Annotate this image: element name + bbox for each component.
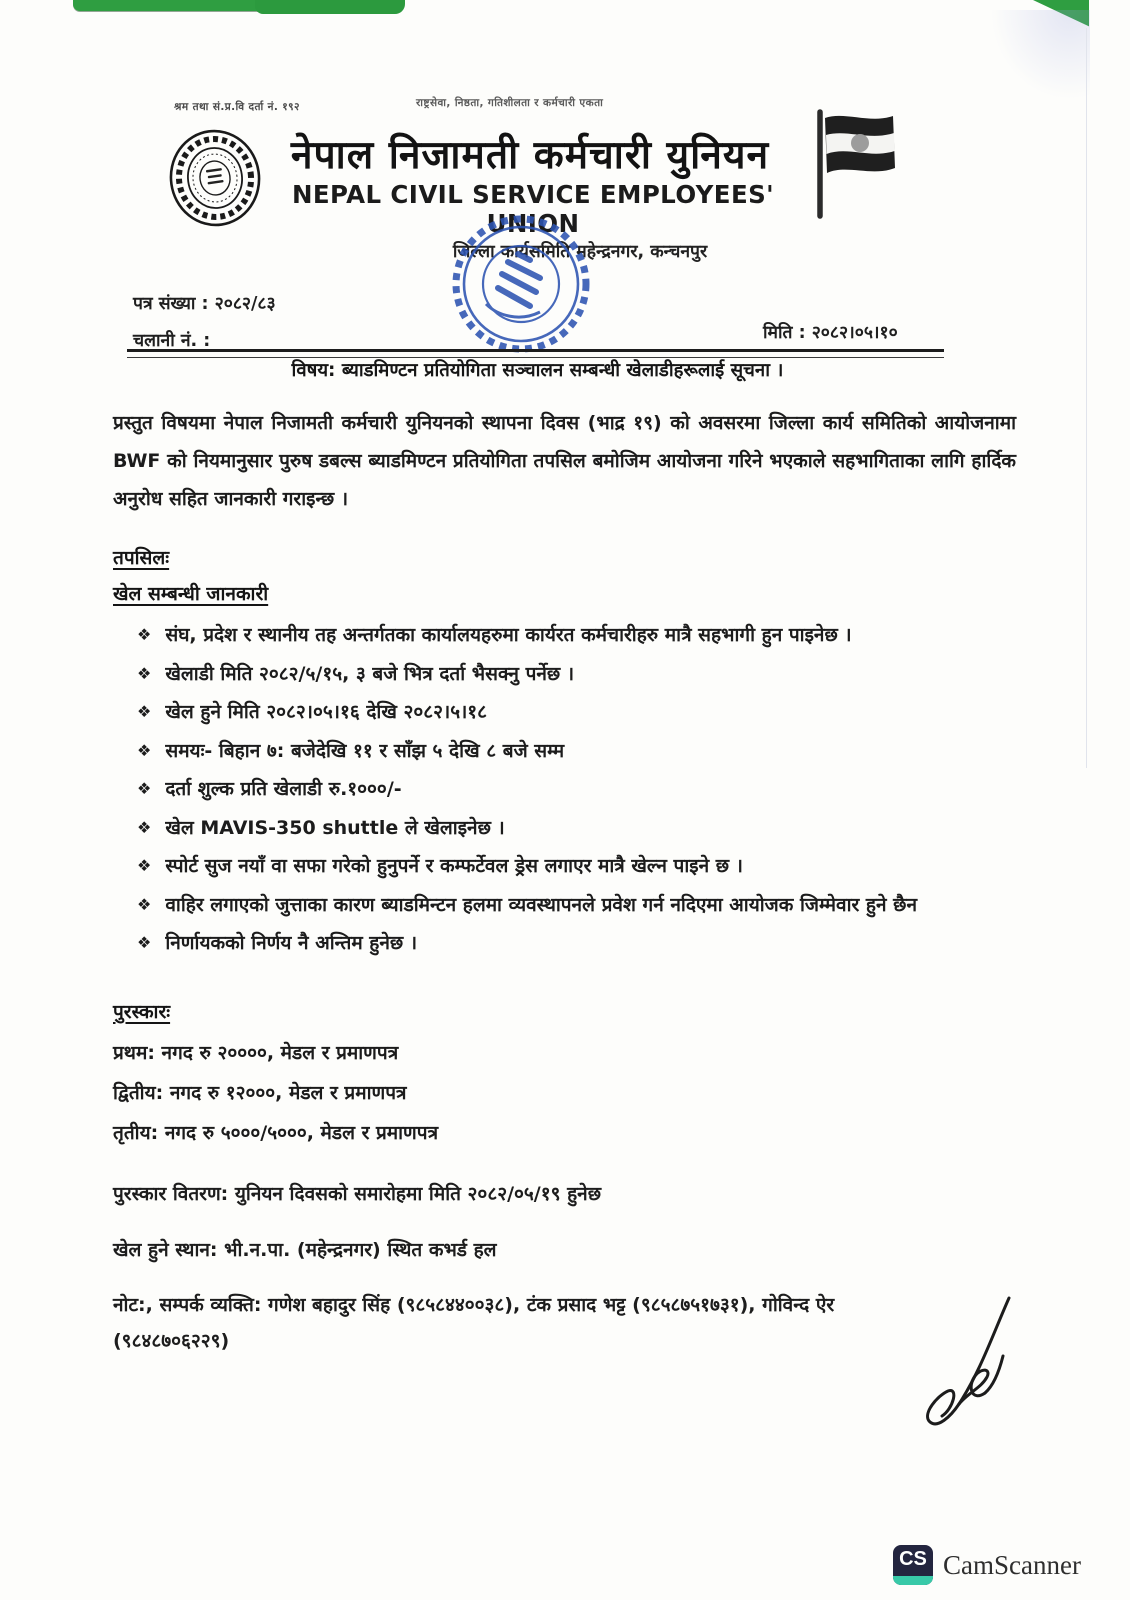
bullet-text: संघ, प्रदेश र स्थानीय तह अन्तर्गतका कार्यालयहरुमा कार्यरत कर्मचारीहरु मात्रै सहभागी हुन पाइनेछ ।	[165, 624, 852, 646]
prize-second: द्वितीय: नगद रु १२०००, मेडल र प्रमाणपत्र	[113, 1081, 407, 1104]
list-item	[137, 815, 1016, 843]
letter-number: पत्र संख्या : २०८२/८३	[133, 294, 276, 314]
bullet-text: स्पोर्ट सुज नयाँ वा सफा गरेको हुनुपर्ने र कम्फर्टेवल ड्रेस लगाएर मात्रै खेल्न पाइने छ ।	[165, 855, 743, 878]
district-committee-line: जिल्ला कार्यसमिति महेन्द्रनगर, कन्चनपुर	[452, 242, 708, 262]
venue-line: खेल हुने स्थान: भी.न.पा. (महेन्द्रनगर) स्थित कभर्ड हल	[113, 1238, 497, 1261]
cs-letters: CS	[899, 1548, 927, 1570]
contact-note-line1: नोट:, सम्पर्क व्यक्ति: गणेश बहादुर सिंह (९८५८४४००३८), टंक प्रसाद भट्ट (९८५८७५१७३१), गोविन्द ऐर	[113, 1293, 835, 1316]
prize-distribution-line: पुरस्कार वितरण: युनियन दिवसको समारोहमा मिति २०८२/०५/१९ हुनेछ	[113, 1182, 602, 1205]
list-item	[137, 699, 1016, 727]
bullet-text: दर्ता शुल्क प्रति खेलाडी रु.१०००/-	[165, 778, 402, 801]
union-slogan-small: राष्ट्रसेवा, निष्ठता, गतिशीलता र कर्मचारी एकता	[416, 97, 604, 109]
green-backdrop-strip	[255, 0, 405, 14]
bullet-text: वाहिर लगाएको जुत्ताका कारण ब्याडमिन्टन हलमा व्यवस्थापनले प्रवेश गर्न नदिएमा आयोजक जिम्मेवार हुने छैन	[165, 893, 918, 916]
prize-first: प्रथम: नगद रु २००००, मेडल र प्रमाणपत्र	[113, 1041, 399, 1064]
list-item	[137, 738, 1016, 766]
diamond-bullet-icon: ❖	[137, 740, 152, 760]
list-item	[137, 930, 1016, 958]
list-item	[137, 622, 1016, 650]
blue-round-stamp	[448, 212, 594, 358]
list-item	[137, 853, 1016, 881]
bullet-text: खेल MAVIS-350 shuttle ले खेलाइनेछ ।	[165, 816, 505, 839]
dispatch-number: चलानी नं. :	[133, 331, 211, 351]
camscanner-logo-icon	[893, 1545, 933, 1585]
org-title-nepali: नेपाल निजामती कर्मचारी युनियन	[290, 133, 770, 178]
diamond-bullet-icon: ❖	[137, 702, 152, 722]
org-title-english: NEPAL CIVIL SERVICE EMPLOYEES' UNION	[291, 180, 775, 238]
list-item	[137, 892, 1016, 920]
scan-haze	[990, 10, 1090, 100]
details-heading: तपसिलः	[113, 547, 170, 569]
bullet-text: खेल हुने मिति २०८२।०५।१६ देखि २०८२।५।१८	[165, 701, 488, 724]
game-info-heading: खेल सम्बन्धी जानकारी	[113, 583, 269, 605]
intro-paragraph: प्रस्तुत विषयमा नेपाल निजामती कर्मचारी युनियनको स्थापना दिवस (भाद्र १९) को अवसरमा जिल्ला कार्य समितिको आयोजनामा BWF को नियमानुसार पुरुष डबल्स ब्याडमिण्टन प्रतियोगिता तपसिल बमोजिम आयोजना गरिने भएकाले सहभागिताका लागि हार्दिक अनुरोध सहित जानकारी गराइन्छ ।	[113, 412, 1016, 510]
bullet-text: समयः- बिहान ७: बजेदेखि ११ र साँझ ५ देखि ८ बजे सम्म	[165, 739, 565, 762]
letter-body	[113, 404, 1016, 1356]
list-item	[137, 661, 1016, 689]
list-item	[137, 776, 1016, 804]
diamond-bullet-icon: ❖	[137, 933, 152, 953]
diamond-bullet-icon: ❖	[137, 625, 152, 644]
prize-third: तृतीय: नगद रु ५०००/५०००, मेडल र प्रमाणपत्र	[113, 1121, 439, 1144]
letter-date: मिति : २०८२।०५।१०	[763, 323, 898, 343]
union-flag-icon	[808, 104, 908, 224]
page-edge-line	[1086, 28, 1087, 768]
diamond-bullet-icon: ❖	[137, 663, 152, 683]
camscanner-wordmark: CamScanner	[943, 1549, 1081, 1580]
diamond-bullet-icon: ❖	[137, 779, 152, 799]
diamond-bullet-icon: ❖	[137, 894, 152, 914]
diamond-bullet-icon: ❖	[137, 817, 152, 837]
handwritten-signature	[893, 1292, 1018, 1442]
prizes-heading: पुरस्कारः	[113, 1000, 171, 1023]
bullet-text: निर्णायकको निर्णय नै अन्तिम हुनेछ ।	[165, 932, 418, 955]
details-bullet-list	[113, 622, 1016, 958]
registration-number-small: श्रम तथा सं.प्र.वि दर्ता नं. १९२	[174, 101, 300, 113]
camscanner-watermark	[893, 1545, 1081, 1585]
subject-line: विषय: ब्याडमिण्टन प्रतियोगिता सञ्चालन सम्बन्धी खेलाडीहरूलाई सूचना ।	[291, 360, 784, 381]
contact-note-line2: (९८४८७०६२२९)	[113, 1329, 230, 1352]
diamond-bullet-icon: ❖	[137, 856, 152, 876]
bullet-text: खेलाडी मिति २०८२/५/१५, ३ बजे भित्र दर्ता भैसक्नु पर्नेछ ।	[165, 662, 575, 685]
